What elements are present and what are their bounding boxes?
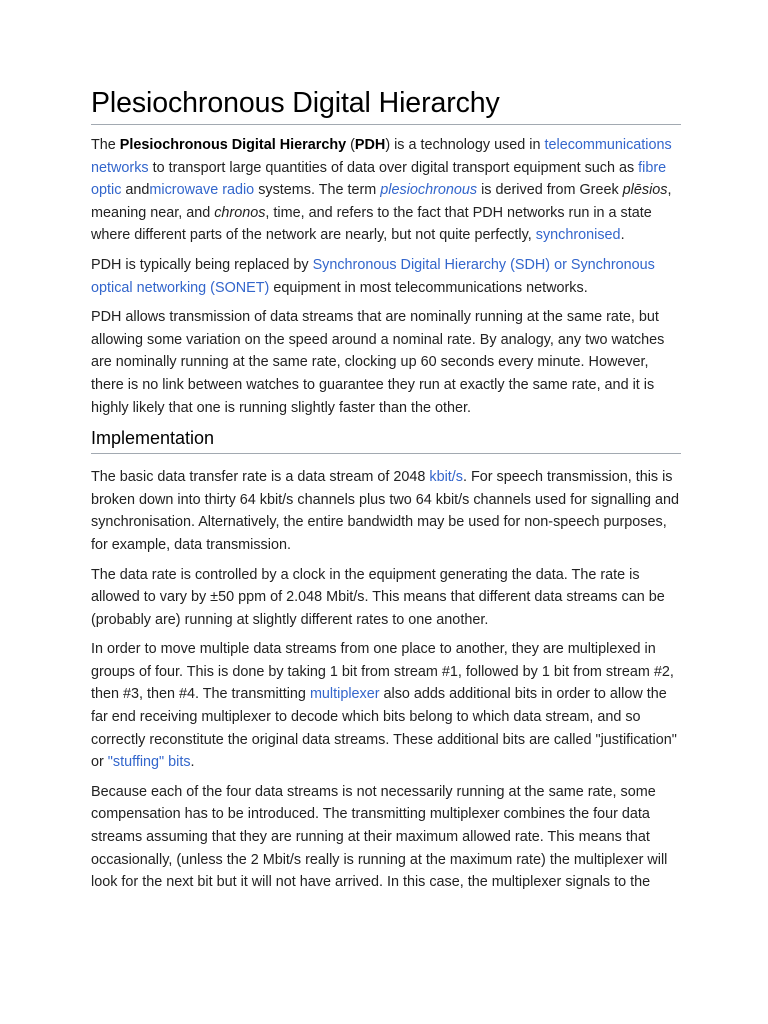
link-sdh-sonet[interactable]: Synchronous Digital Hierarchy (SDH) or Synchronous optical networking (SONET)	[91, 256, 655, 296]
link-plesiochronous[interactable]: plesiochronous	[380, 182, 478, 199]
link-synchronised[interactable]: synchronised	[535, 227, 621, 244]
page-title: Plesiochronous Digital Hierarchy	[91, 84, 681, 125]
intro-paragraph-1: The Plesiochronous Digital Hierarchy (PDH) is a technology used in telecommunications networks to transport large quantities of data over digital transport equipment such as fibre optic andmicrowave radio systems. The term plesiochronous is derived from Greek plēsios, meaning near, and chronos, time, and refers to the fact that PDH networks run in a state where different parts of the network are nearly, but not quite perfectly, synchronised.	[91, 137, 672, 244]
article	[91, 84, 681, 901]
link-kbit-s[interactable]: kbit/s	[429, 469, 463, 486]
implementation-paragraph-4: Because each of the four data streams is not necessarily running at the same rate, some compensation has to be introduced. The transmitting multiplexer combines the four data streams assuming that they are running at their maximum allowed rate. This means that occasionally, (unless the 2 Mbit/s really is running at the maximum rate) the multiplexer will look for the next bit but it will not have arrived. In this case, the multiplexer signals to the	[91, 783, 668, 891]
term-plesios: plēsios	[622, 182, 668, 199]
intro-paragraph-2: PDH is typically being replaced by Synchronous Digital Hierarchy (SDH) or Synchronous optical networking (SONET) equipment in most telecommunications networks.	[91, 256, 655, 296]
implementation-paragraph-2: The data rate is controlled by a clock in the equipment generating the data. The rate is allowed to vary by ±50 ppm of 2.048 Mbit/s. This means that different data streams can be (probably are) running at slightly different rates to one another.	[91, 566, 665, 628]
link-stuffing-bits[interactable]: "stuffing" bits	[107, 754, 191, 771]
term-pdh-full: Plesiochronous Digital Hierarchy	[119, 137, 347, 153]
link-telecommunications-networks[interactable]: telecommunications networks	[91, 137, 672, 176]
implementation-paragraph-3: In order to move multiple data streams from one place to another, they are multiplexed in groups of four. This is done by taking 1 bit from stream #1, followed by 1 bit from stream #2, then #3, then #4. The transmitting multiplexer also adds additional bits in order to allow the far end receiving multiplexer to decode which bits belong to which data stream, and so correctly reconstitute the original data streams. These additional bits are called "justification" or "stuffing" bits.	[91, 641, 677, 771]
intro-paragraph-3: PDH allows transmission of data streams that are nominally running at the same rate, but allowing some variation on the speed around a nominal rate. By analogy, any two watches are nominally running at the same rate, clocking up 60 seconds every minute. However, there is no link between watches to guarantee they run at exactly the same rate, and it is highly likely that one is running slightly faster than the other.	[91, 309, 665, 416]
implementation-paragraph-1: The basic data transfer rate is a data stream of 2048 kbit/s. For speech transmission, this is broken down into thirty 64 kbit/s channels plus two 64 kbit/s channels used for signalling and synchronisation. Alternatively, the entire bandwidth may be used for non-speech purposes, for example, data transmission.	[91, 469, 679, 553]
term-pdh-abbr: PDH	[354, 137, 386, 153]
section-heading-implementation: Implementation	[91, 426, 681, 454]
link-fibre-optic[interactable]: fibre optic	[91, 159, 667, 199]
link-microwave-radio[interactable]: microwave radio	[149, 182, 255, 199]
link-multiplexer[interactable]: multiplexer	[309, 686, 380, 703]
term-chronos: chronos	[214, 204, 266, 221]
